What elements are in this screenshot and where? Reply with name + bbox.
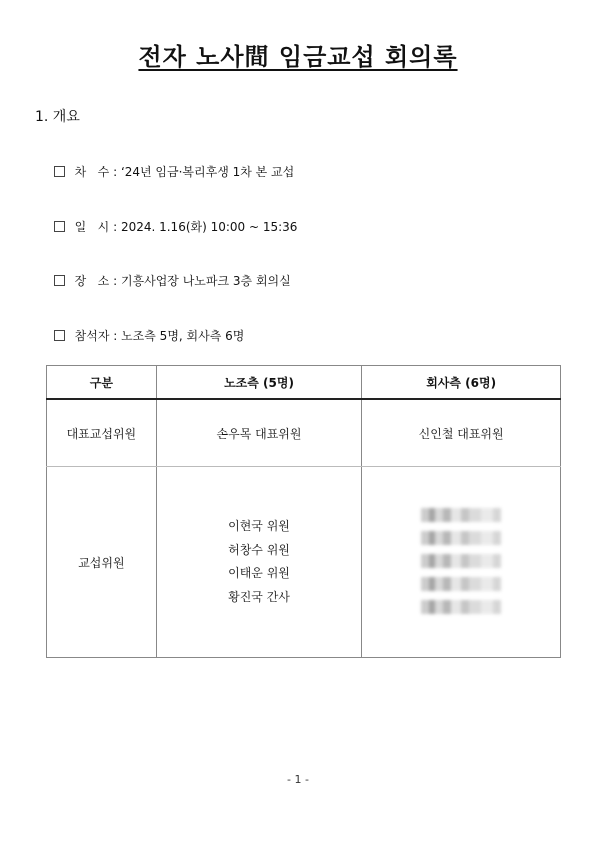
row-label: 대표교섭위원 [47,399,157,467]
checkbox-icon [54,275,65,286]
item-text: 차 수 : ‘24년 임금·복리후생 1차 본 교섭 [74,165,295,179]
item-location [46,258,291,289]
title-text: 전자 노사間 임금교섭 회의록 [138,43,458,71]
item-text: 장 소 : 기흥사업장 나노파크 3층 회의실 [74,274,291,288]
item-attendees [46,313,244,344]
redacted-line [421,508,501,522]
member-name: 이태운 위원 [228,566,290,580]
header-company: 회사측 (6명) [362,366,561,400]
table-row [47,467,561,658]
checkbox-icon [54,330,65,341]
union-rep: 손우목 대표위원 [156,399,362,467]
section-heading: 1. 개요 [35,109,80,125]
redacted-line [421,577,501,591]
item-text: 일 시 : 2024. 1.16(화) 10:00 ~ 15:36 [74,220,298,234]
attendee-table [46,365,561,658]
table-row [47,399,561,467]
item-text: 참석자 : 노조측 5명, 회사측 6명 [74,329,245,343]
checkbox-icon [54,221,65,232]
header-category: 구분 [47,366,157,400]
member-name: 이현국 위원 [228,519,290,533]
page-number: - 1 - [287,773,309,786]
redacted-block [421,499,501,623]
union-members [156,467,362,658]
item-datetime [46,204,297,235]
table-header-row [47,366,561,400]
member-name: 허창수 위원 [228,542,290,557]
document-title [0,37,596,72]
header-union: 노조측 (5명) [156,366,362,400]
company-rep: 신인철 대표위원 [362,399,561,467]
redacted-line [421,531,501,545]
member-name: 황진국 간사 [228,589,290,604]
checkbox-icon [54,166,65,177]
item-round [46,149,294,180]
company-members-redacted [362,467,561,658]
redacted-line [421,600,501,614]
redacted-line [421,554,501,568]
row-label: 교섭위원 [47,467,157,658]
